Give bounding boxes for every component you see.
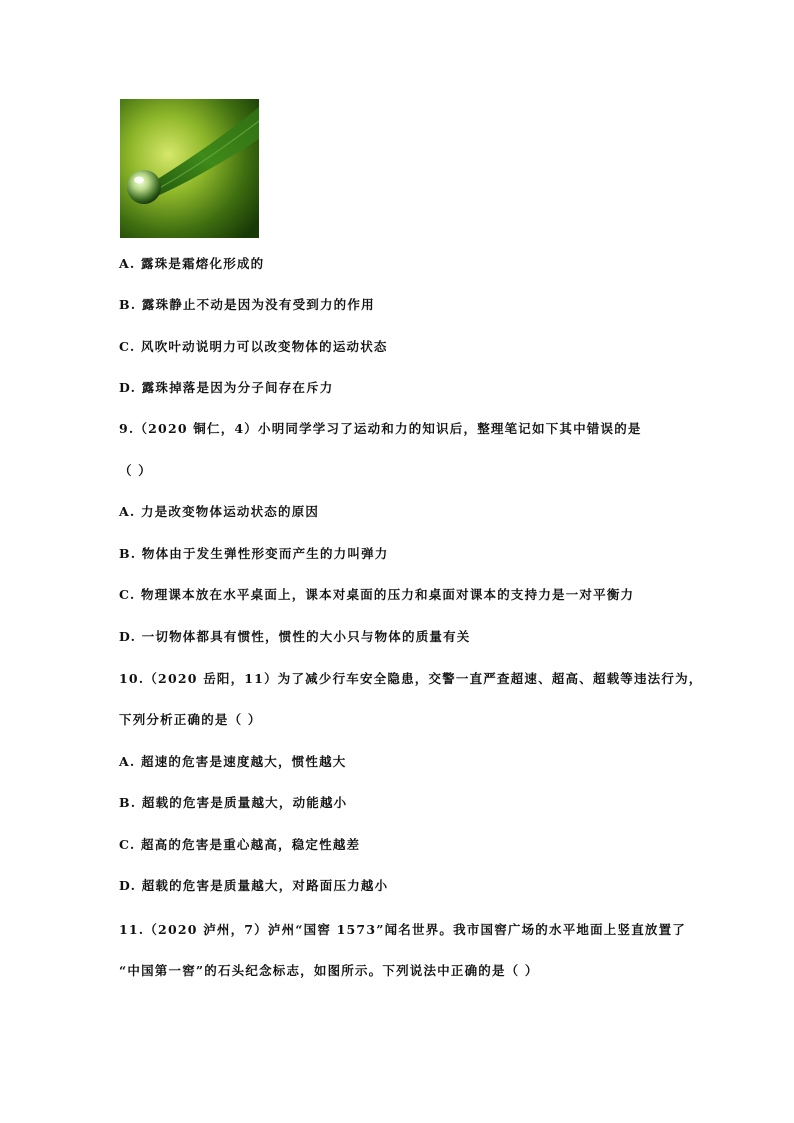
q9-answer-blank: （ ） bbox=[119, 463, 152, 478]
q8-option-c: C. 风吹叶动说明力可以改变物体的运动状态 bbox=[119, 339, 388, 354]
dewdrop-leaf-photo bbox=[120, 99, 259, 238]
q9-stem: 9.（2020 铜仁，4）小明同学学习了运动和力的知识后，整理笔记如下其中错误的是 bbox=[119, 421, 642, 436]
q10-option-a: A. 超速的危害是速度越大，惯性越大 bbox=[119, 754, 347, 769]
q11-stem-line1: 11.（2020 泸州，7）泸州“国窖 1573”闻名世界。我市国窖广场的水平地面上竖直放置了 bbox=[119, 922, 687, 937]
q10-option-c: C. 超高的危害是重心越高，稳定性越差 bbox=[119, 837, 361, 852]
q10-stem-line1: 10.（2020 岳阳，11）为了减少行车安全隐患，交警一直严查超速、超高、超载等违法行为， bbox=[119, 671, 703, 686]
q10-option-d: D. 超载的危害是质量越大，对路面压力越小 bbox=[119, 878, 389, 893]
q9-option-a: A. 力是改变物体运动状态的原因 bbox=[119, 504, 320, 519]
q8-option-b: B. 露珠静止不动是因为没有受到力的作用 bbox=[119, 297, 375, 312]
q9-option-d: D. 一切物体都具有惯性，惯性的大小只与物体的质量有关 bbox=[119, 629, 471, 644]
dewdrop-illustration bbox=[120, 99, 259, 238]
q10-option-b: B. 超载的危害是质量越大，动能越小 bbox=[119, 795, 348, 810]
q11-stem-line2: “中国第一窖”的石头纪念标志，如图所示。下列说法中正确的是（ ） bbox=[119, 963, 539, 978]
q8-option-d: D. 露珠掉落是因为分子间存在斥力 bbox=[119, 380, 334, 395]
q9-option-c: C. 物理课本放在水平桌面上，课本对桌面的压力和桌面对课本的支持力是一对平衡力 bbox=[119, 587, 635, 602]
q9-option-b: B. 物体由于发生弹性形变而产生的力叫弹力 bbox=[119, 546, 389, 561]
q10-stem-line2: 下列分析正确的是（ ） bbox=[119, 712, 262, 727]
q8-option-a: A. 露珠是霜熔化形成的 bbox=[119, 256, 265, 271]
